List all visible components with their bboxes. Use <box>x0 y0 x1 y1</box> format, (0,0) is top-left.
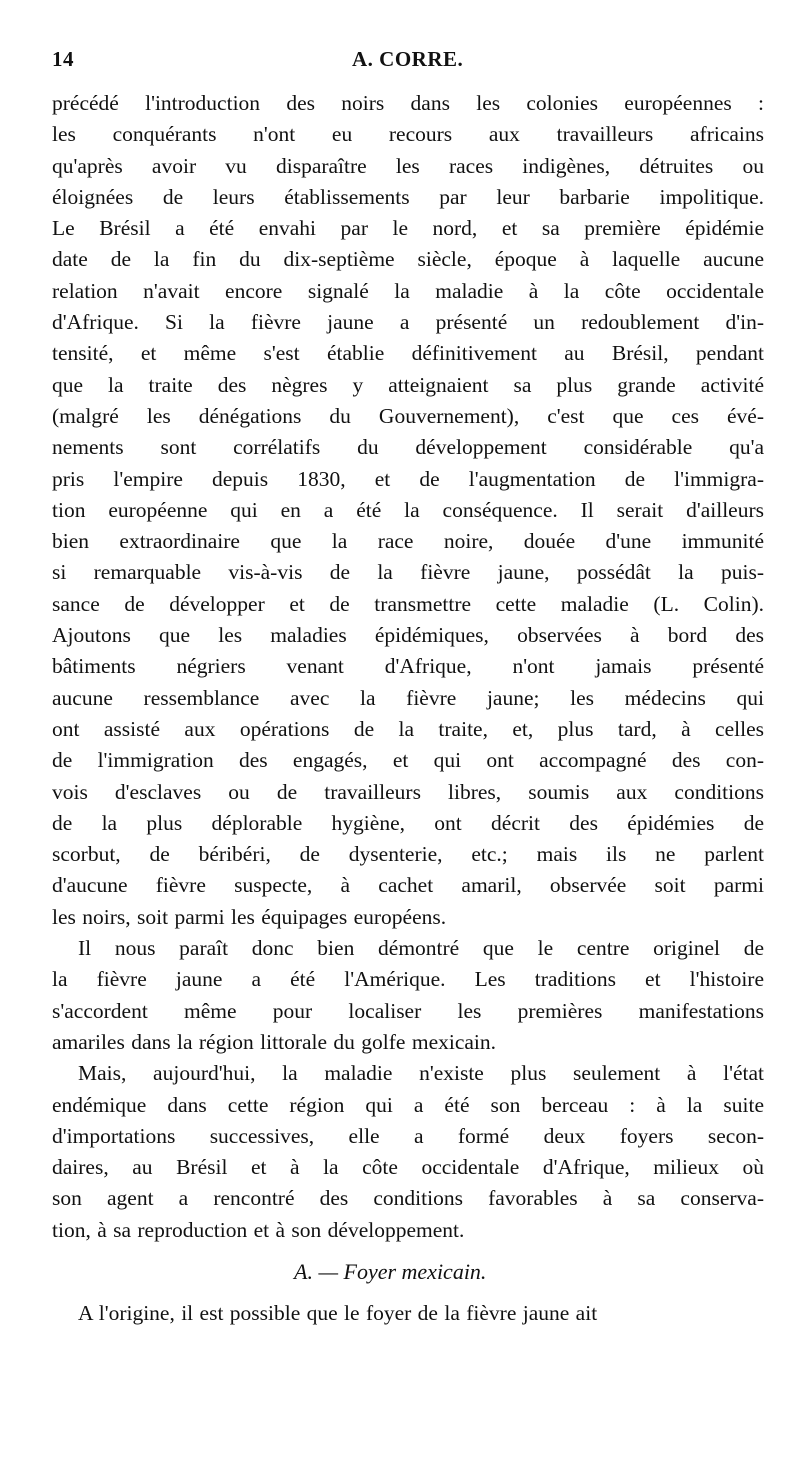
text-line: d'Afrique. Si la fièvre jaune a présenté un redoublement d'in- <box>52 310 764 335</box>
text-line: éloignées de leurs établissements par leur barbarie impolitique. <box>52 184 764 209</box>
text-line: de l'immigration des engagés, et qui ont accompagné des con- <box>52 748 764 773</box>
text-line: relation n'avait encore signalé la maladie à la côte occidentale <box>52 278 764 303</box>
body-text <box>52 88 764 1329</box>
text-line: tion européenne qui en a été la conséquence. Il serait d'ailleurs <box>52 497 764 522</box>
text-line: d'aucune fièvre suspecte, à cachet amaril, observée soit parmi <box>52 873 764 898</box>
text-line: endémique dans cette région qui a été son berceau : à la suite <box>52 1092 764 1117</box>
text-line: que la traite des nègres y atteignaient sa plus grande activité <box>52 372 764 397</box>
text-line: qu'après avoir vu disparaître les races indigènes, détruites ou <box>52 153 764 178</box>
running-head: A. CORRE. <box>352 47 464 71</box>
text-line: précédé l'introduction des noirs dans les colonies européennes : <box>52 91 764 115</box>
text-line: nements sont corrélatifs du développement considérable qu'a <box>52 435 764 460</box>
text-line: d'importations successives, elle a formé deux foyers secon- <box>52 1123 764 1148</box>
text-line: Il nous paraît donc bien démontré que le centre originel de <box>78 936 764 961</box>
text-line: Le Brésil a été envahi par le nord, et sa première épidémie <box>52 216 764 241</box>
page-header <box>52 47 764 77</box>
text-line: A l'origine, il est possible que le foyer de la fièvre jaune ait <box>78 1300 598 1325</box>
text-line: les noirs, soit parmi les équipages européens. <box>52 904 447 929</box>
text-line: la fièvre jaune a été l'Amérique. Les traditions et l'histoire <box>52 967 764 992</box>
section-subheading: A. — Foyer mexicain. <box>294 1258 487 1284</box>
text-line: si remarquable vis-à-vis de la fièvre jaune, possédât la puis- <box>52 560 764 585</box>
text-line: tion, à sa reproduction et à son développement. <box>52 1217 465 1242</box>
text-line: bâtiments négriers venant d'Afrique, n'ont jamais présenté <box>52 654 764 679</box>
text-line: de la plus déplorable hygiène, ont décrit des épidémies de <box>52 810 764 835</box>
text-line: daires, au Brésil et à la côte occidentale d'Afrique, milieux où <box>52 1155 764 1180</box>
text-line: bien extraordinaire que la race noire, douée d'une immunité <box>52 529 764 554</box>
text-line: Mais, aujourd'hui, la maladie n'existe plus seulement à l'état <box>78 1061 764 1086</box>
text-line: Ajoutons que les maladies épidémiques, observées à bord des <box>52 623 764 648</box>
text-line: amariles dans la région littorale du golfe mexicain. <box>52 1029 497 1054</box>
text-line: son agent a rencontré des conditions favorables à sa conserva- <box>52 1186 764 1211</box>
text-line: scorbut, de béribéri, de dysenterie, etc.; mais ils ne parlent <box>52 842 764 867</box>
text-line: les conquérants n'ont eu recours aux travailleurs africains <box>52 122 764 147</box>
text-line: date de la fin du dix-septième siècle, époque à laquelle aucune <box>52 247 764 272</box>
text-line: aucune ressemblance avec la fièvre jaune; les médecins qui <box>52 685 764 710</box>
text-line: ont assisté aux opérations de la traite, et, plus tard, à celles <box>52 716 764 741</box>
text-line: tensité, et même s'est établie définitivement au Brésil, pendant <box>52 341 764 366</box>
text-line: pris l'empire depuis 1830, et de l'augmentation de l'immigra- <box>52 466 764 491</box>
text-line: (malgré les dénégations du Gouvernement), c'est que ces évé- <box>52 403 764 428</box>
text-line: sance de développer et de transmettre cette maladie (L. Colin). <box>52 591 764 616</box>
text-line: s'accordent même pour localiser les premières manifestations <box>52 998 764 1023</box>
page-number: 14 <box>52 47 74 71</box>
text-line: vois d'esclaves ou de travailleurs libres, soumis aux conditions <box>52 779 764 804</box>
